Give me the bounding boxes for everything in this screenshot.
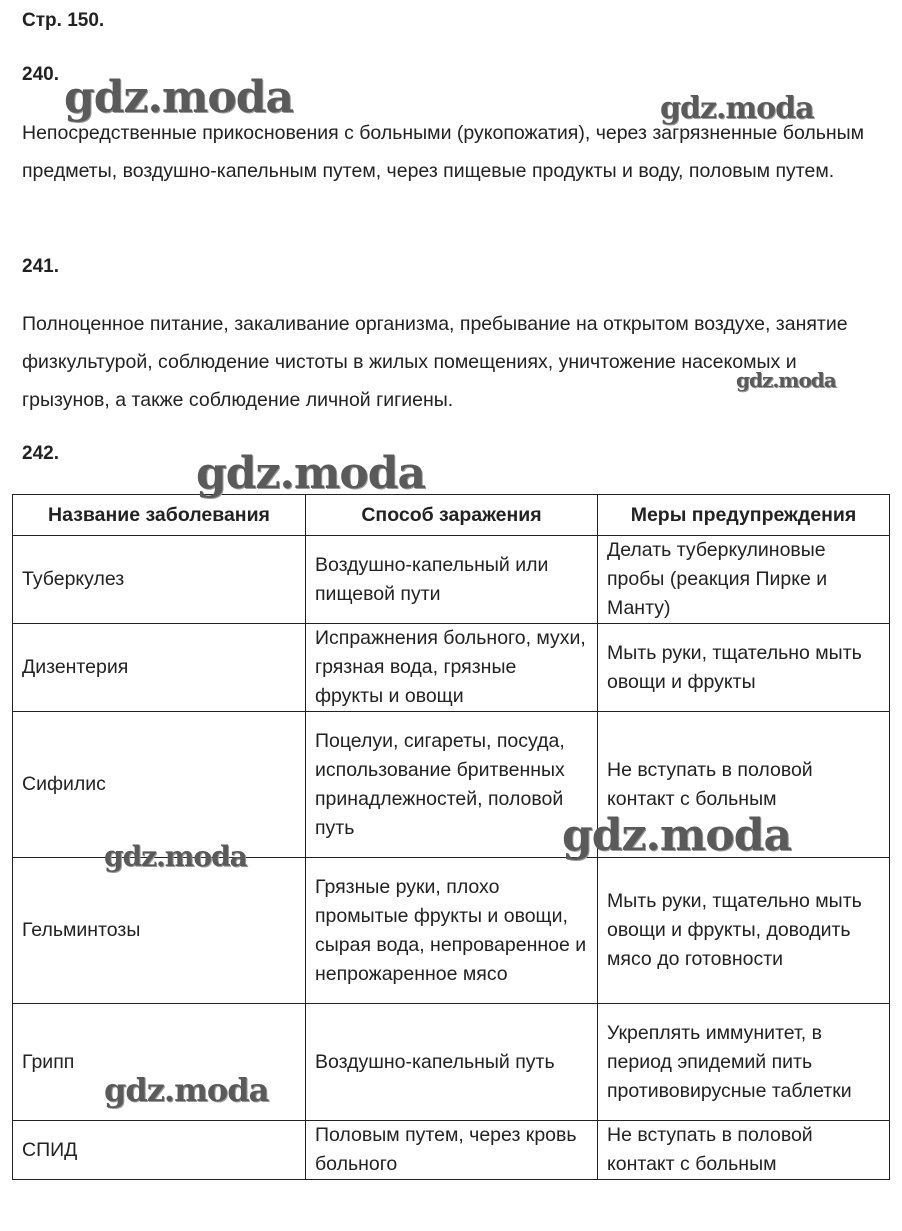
- table-row: [13, 858, 890, 1004]
- cell-prevention: Укреплять иммунитет, в период эпидемий пить противовирусные таблетки: [598, 1004, 890, 1121]
- watermark-logo: gdz.moda: [736, 368, 836, 392]
- cell-transmission: Грязные руки, плохо промытые фрукты и овощи, сырая вода, непроваренное и непрожаренное мясо: [306, 858, 598, 1004]
- header-disease: Название заболевания: [13, 495, 306, 536]
- table-row: [13, 624, 890, 712]
- watermark-logo: gdz.moda: [562, 810, 792, 861]
- cell-prevention: Мыть руки, тщательно мыть овощи и фрукты, доводить мясо до готовности: [598, 858, 890, 1004]
- cell-disease: Грипп: [13, 1004, 306, 1121]
- header-transmission: Способ заражения: [306, 495, 598, 536]
- watermark-logo: gdz.moda: [64, 72, 294, 123]
- cell-transmission: Испражнения больного, мухи, грязная вода, грязные фрукты и овощи: [306, 624, 598, 712]
- table-header-row: [13, 495, 890, 536]
- watermark-logo: gdz.moda: [660, 91, 814, 126]
- task-241-number: 241.: [22, 256, 59, 277]
- cell-transmission: Поцелуи, сигареты, посуда, использование бритвенных принадлежностей, половой путь: [306, 712, 598, 858]
- header-prevention: Меры предупреждения: [598, 495, 890, 536]
- cell-transmission: Воздушно-капельный или пищевой пути: [306, 536, 598, 624]
- task-240-text: Непосредственные прикосновения с больными (рукопожатия), через загрязненные больным предметы, воздушно-капельным путем, через пищевые продукты и воду, половым путем.: [22, 122, 865, 182]
- cell-disease: Туберкулез: [13, 536, 306, 624]
- cell-transmission: Воздушно-капельный путь: [306, 1004, 598, 1121]
- cell-prevention: Не вступать в половой контакт с больным: [598, 712, 890, 858]
- task-241-text: Полноценное питание, закаливание организма, пребывание на открытом воздухе, занятие физкультурой, соблюдение чистоты в жилых помещениях, уничтожение насекомых и грызунов, а также соблюдение личной гигиены.: [22, 313, 848, 411]
- task-242-number: 242.: [22, 443, 59, 464]
- watermark-logo: gdz.moda: [196, 448, 426, 499]
- page-label: Стр. 150.: [22, 10, 105, 31]
- cell-disease: Гельминтозы: [13, 858, 306, 1004]
- cell-prevention: Не вступать в половой контакт с больным: [598, 1121, 890, 1180]
- cell-prevention: Делать туберкулиновые пробы (реакция Пирке и Манту): [598, 536, 890, 624]
- table-row: [13, 536, 890, 624]
- cell-disease: Сифилис: [13, 712, 306, 858]
- cell-disease: СПИД: [13, 1121, 306, 1180]
- cell-prevention: Мыть руки, тщательно мыть овощи и фрукты: [598, 624, 890, 712]
- cell-transmission: Половым путем, через кровь больного: [306, 1121, 598, 1180]
- task-240-number: 240.: [22, 64, 59, 85]
- watermark-logo: gdz.moda: [104, 840, 247, 873]
- watermark-logo: gdz.moda: [104, 1071, 269, 1109]
- table-row: [13, 1121, 890, 1180]
- cell-disease: Дизентерия: [13, 624, 306, 712]
